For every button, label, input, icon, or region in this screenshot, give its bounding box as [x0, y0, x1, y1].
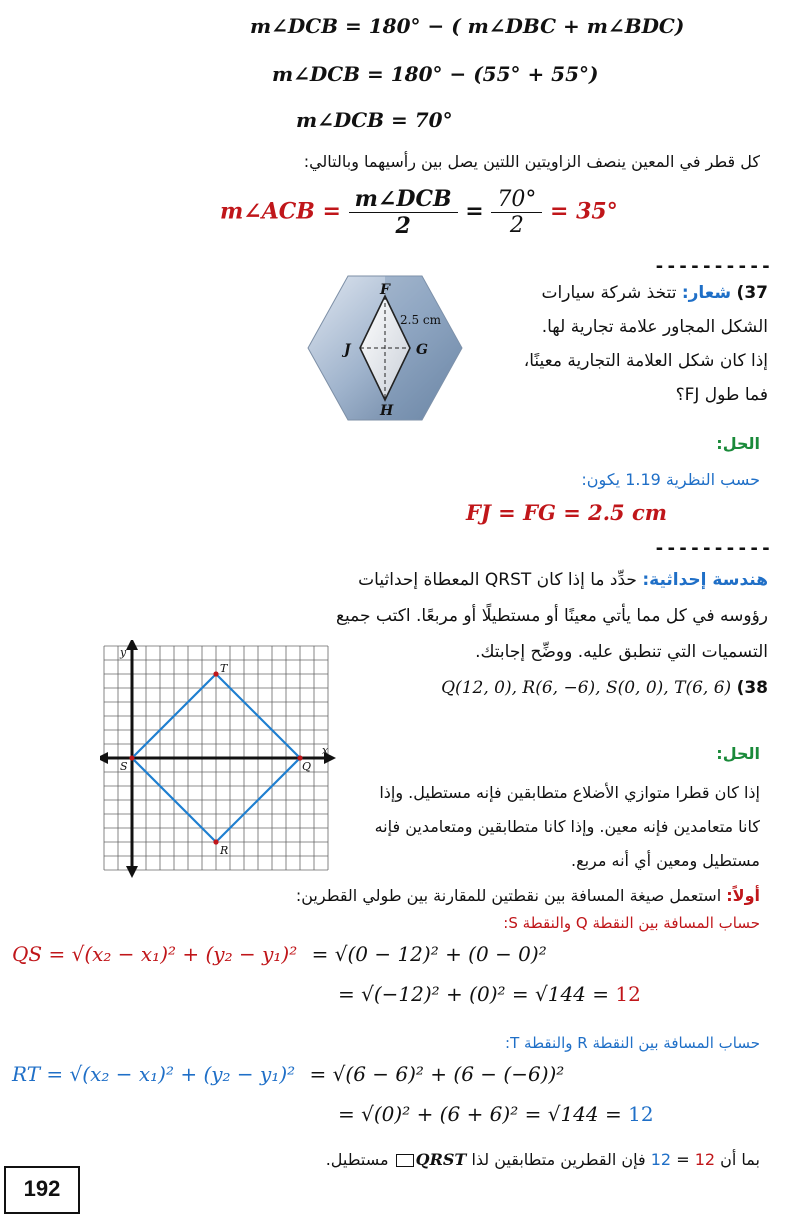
equation-dcb-formula: m∠DCB = 180° − ( m∠DBC + m∠BDC)	[250, 14, 685, 38]
measure-label: 2.5 cm	[400, 313, 441, 327]
solution-label-1: الحل:	[716, 434, 760, 453]
qs-formula: QS = √(x₂ − x₁)² + (y₂ − y₁)² = √(0 − 12)² + (0 − 0)²	[12, 942, 547, 966]
qs-caption: حساب المسافة بين النقطة Q والنقطة S:	[503, 914, 760, 932]
conclusion-line: بما أن 12 = 12 فإن القطرين متطابقين لذا QRST مستطيل.	[325, 1150, 760, 1169]
label-g: G	[416, 342, 428, 358]
page-number-box: 192	[4, 1166, 80, 1214]
label-s: S	[120, 760, 128, 773]
q37-text: 37) شعار: تتخذ شركة سيارات الشكل المجاور علامة تجارية لها. إذا كان شكل العلامة التجارية معينًا، فما طول FJ؟	[523, 283, 768, 405]
equation-dcb-result: m∠DCB = 70°	[296, 108, 453, 132]
label-y: y	[120, 646, 127, 659]
rhombus-logo-figure	[300, 268, 470, 428]
vertex-point	[213, 839, 218, 844]
equation-dcb-substitution: m∠DCB = 180° − (55° + 55°)	[272, 62, 599, 86]
rt-computation: = √(0)² + (6 + 6)² = √144 = 12	[338, 1102, 654, 1126]
label-r: R	[220, 844, 229, 857]
vertex-point	[213, 671, 218, 676]
solution-label-2: الحل:	[716, 744, 760, 763]
theorem-line: حسب النظرية 1.19 يكون:	[581, 470, 760, 489]
label-t: T	[220, 662, 228, 675]
q38-text: هندسة إحداثية: حدِّد ما إذا كان QRST المعطاة إحداثيات رؤوسه في كل مما يأتي معينًا أو مستطيلًا أو مربعًا. اكتب جميع التسميات التي تنطبق عليه. ووضِّح إجابتك. Q(12, 0), R(6, −6), S(0, 0), T(6, 6) (38	[335, 570, 768, 698]
label-j: J	[344, 342, 351, 358]
rt-formula: RT = √(x₂ − x₁)² + (y₂ − y₁)² = √(6 − 6)² + (6 − (−6))²	[12, 1062, 565, 1086]
coordinate-graph	[100, 640, 350, 890]
rhombus-note: كل قطر في المعين ينصف الزاويتين اللتين يصل بين رأسيهما وبالتالي:	[303, 152, 760, 171]
label-f: F	[380, 282, 390, 298]
equation-acb: m∠ACB = $\frac{\text{m∠DCB}}{2}$ = $\frac{70^\circ}{2}$ = 35°	[220, 186, 618, 239]
label-x: x	[322, 744, 329, 757]
rt-caption: حساب المسافة بين النقطة R والنقطة T:	[505, 1034, 760, 1052]
label-q: Q	[302, 760, 312, 773]
first-step: أولاً: استعمل صيغة المسافة بين نقطتين للمقارنة بين طولي القطرين:	[295, 886, 760, 905]
vertex-point	[129, 755, 134, 760]
label-h: H	[380, 403, 394, 419]
qs-computation: = √(−12)² + (0)² = √144 = 12	[338, 982, 641, 1006]
separator-2: ----------	[654, 538, 773, 559]
separator-1: ----------	[654, 256, 773, 277]
fj-result: FJ = FG = 2.5 cm	[466, 500, 667, 525]
explain-text: إذا كان قطرا متوازي الأضلاع متطابقين فإنه مستطيل. وإذا كانا متعامدين فإنه معين. وإذا كانا متطابقين ومتعامدين فإنه مستطيل ومعين أي أنه مربع.	[374, 783, 760, 870]
